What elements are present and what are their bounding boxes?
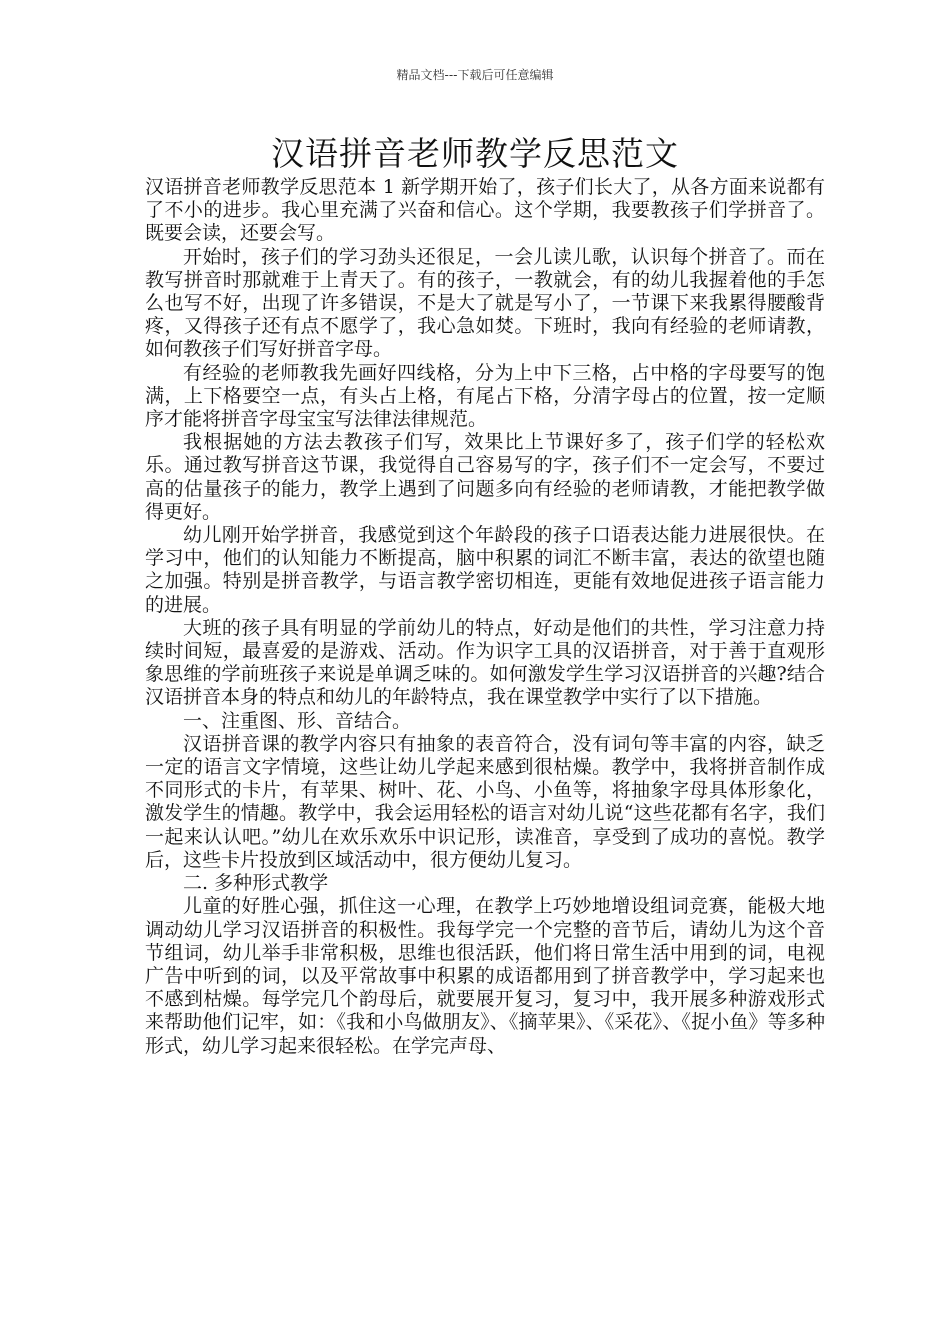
paragraph: 儿童的好胜心强，抓住这一心理，在教学上巧妙地增设组词竞赛，能极大地调动幼儿学习汉语拼音的积极性。我每学完一个完整的音节后，请幼儿为这个音节组词，幼儿举手非常积极，思维也很活跃，他们将日常生活中用到的词，电视广告中听到的词，以及平常故事中积累的成语都用到了拼音教学中，学习起来也不感到枯燥。每学完几个韵母后，就要展开复习，复习中，我开展多种游戏形式来帮助他们记牢，如：《我和小鸟做朋友》、《摘苹果》、《采花》、《捉小鱼》等多种形式，幼儿学习起来很轻松。在学完声母、 — [145, 895, 825, 1057]
paragraph: 开始时，孩子们的学习劲头还很足，一会儿读儿歌，认识每个拼音了。而在教写拼音时那就难于上青天了。有的孩子，一教就会，有的幼儿我握着他的手怎么也写不好，出现了许多错误，不是大了就是写小了，一节课下来我累得腰酸背疼，又得孩子还有点不愿学了，我心急如焚。下班时，我向有经验的老师请教，如何教孩子们写好拼音字母。 — [145, 245, 825, 361]
paragraph: 大班的孩子具有明显的学前幼儿的特点，好动是他们的共性，学习注意力持续时间短，最喜爱的是游戏、活动。作为识字工具的汉语拼音，对于善于直观形象思维的学前班孩子来说是单调乏味的。如何激发学生学习汉语拼音的兴趣?结合汉语拼音本身的特点和幼儿的年龄特点，我在课堂教学中实行了以下措施。 — [145, 616, 825, 709]
document-title: 汉语拼音老师教学反思范文 — [271, 134, 679, 173]
paragraph: 幼儿刚开始学拼音，我感觉到这个年龄段的孩子口语表达能力进展很快。在学习中，他们的认知能力不断提高，脑中积累的词汇不断丰富，表达的欲望也随之加强。特别是拼音教学，与语言教学密切相连，更能有效地促进孩子语言能力的进展。 — [145, 524, 825, 616]
paragraph: 有经验的老师教我先画好四线格，分为上中下三格，占中格的字母要写的饱满，上下格要空一点，有头占上格，有尾占下格，分清字母占的位置，按一定顺序才能将拼音字母宝宝写法律法律规范。 — [145, 361, 825, 431]
paragraph: 汉语拼音老师教学反思范本 1 新学期开始了，孩子们长大了，从各方面来说都有了不小的进步。我心里充满了兴奋和信心。这个学期，我要教孩子们学拼音了。既要会读，还要会写。 — [145, 176, 825, 245]
paragraph: 汉语拼音课的教学内容只有抽象的表音符合，没有词句等丰富的内容，缺乏一定的语言文字情境，这些让幼儿学起来感到很枯燥。教学中，我将拼音制作成不同形式的卡片，有苹果、树叶、花、小鸟、小鱼等，将抽象字母具体形象化，激发学生的情趣。教学中，我会运用轻松的语言对幼儿说“这些花都有名字，我们一起来认认吧。”幼儿在欢乐欢乐中识记形，读准音，享受到了成功的喜悦。教学后，这些卡片投放到区域活动中，很方便幼儿复习。 — [145, 732, 825, 871]
document-body — [145, 176, 825, 1058]
paragraph: 我根据她的方法去教孩子们写，效果比上节课好多了，孩子们学的轻松欢乐。通过教写拼音这节课，我觉得自己容易写的字，孩子们不一定会写，不要过高的估量孩子的能力，教学上遇到了问题多向有经验的老师请教，才能把教学做得更好。 — [145, 431, 825, 523]
section-heading: 一、注重图、形、音结合。 — [183, 709, 412, 732]
page-header: 精品文档---下载后可任意编辑 — [396, 68, 554, 82]
section-heading: 二. 多种形式教学 — [183, 872, 329, 895]
